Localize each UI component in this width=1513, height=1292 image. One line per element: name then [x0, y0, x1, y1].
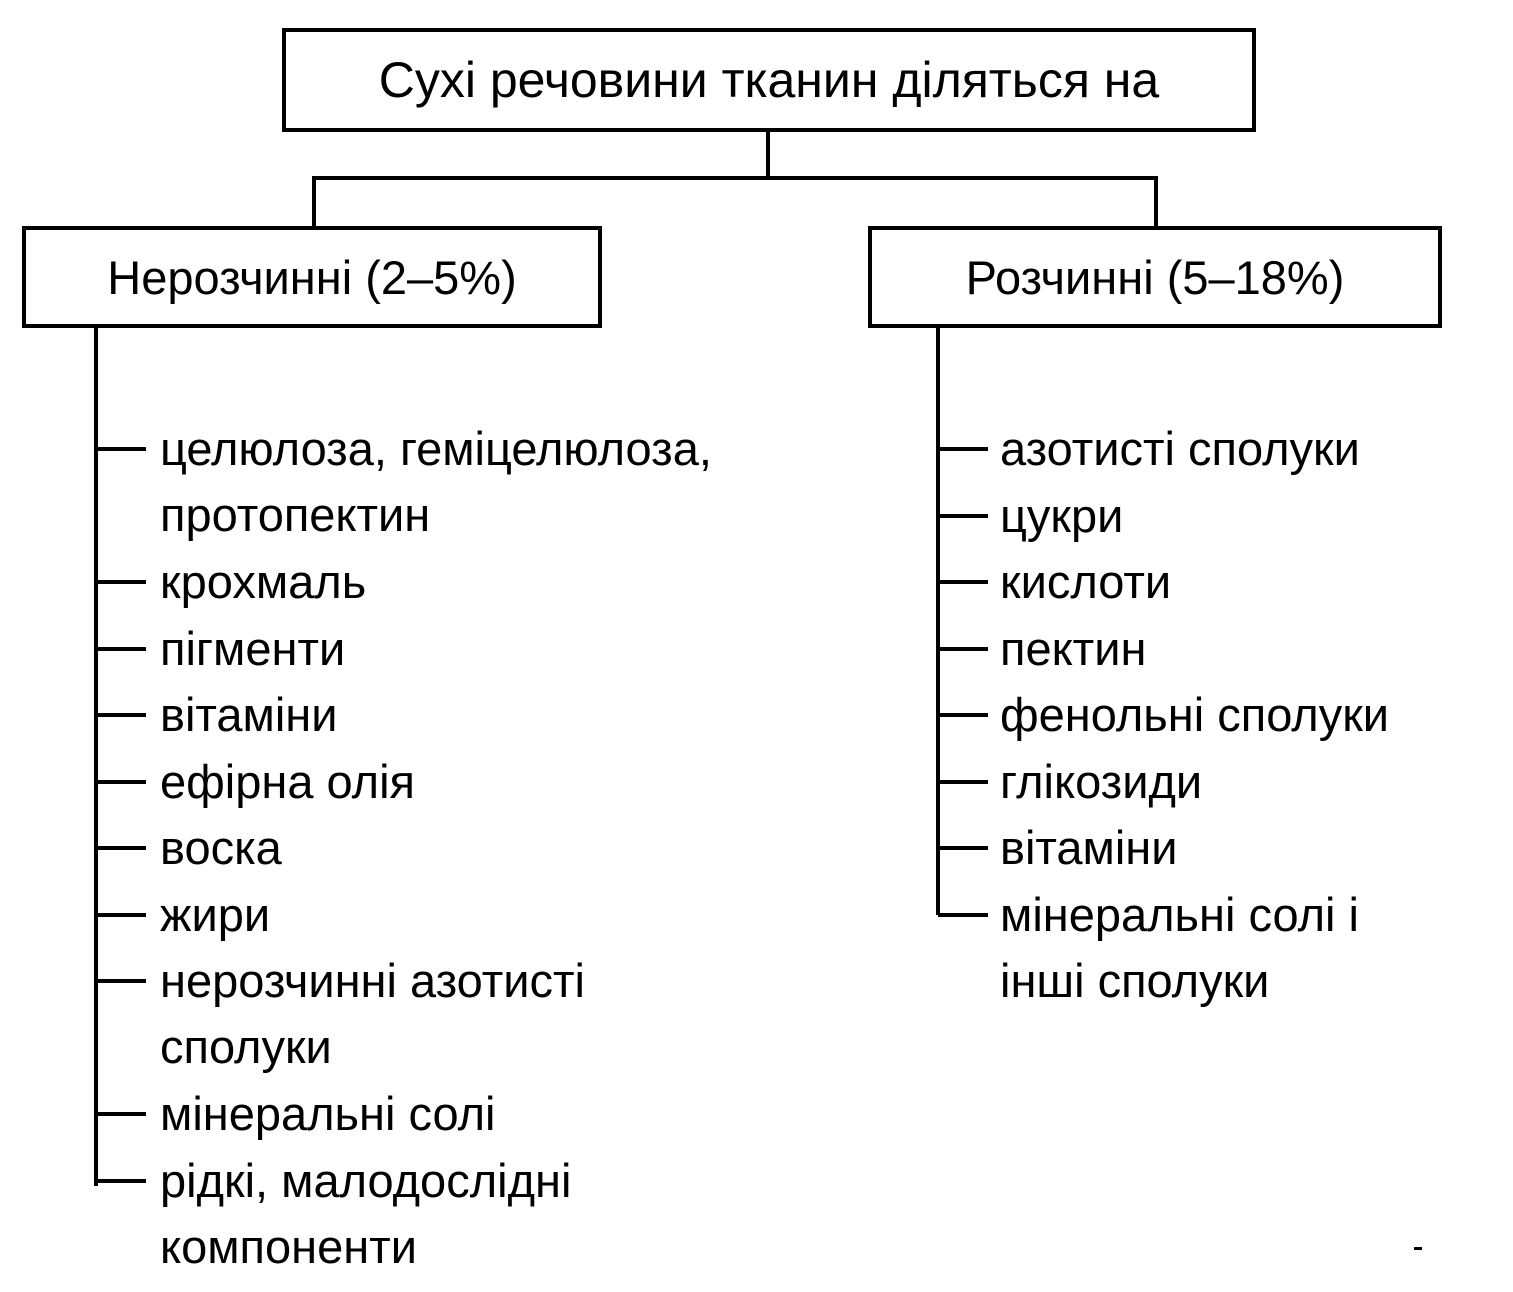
insoluble-list-item: [160, 749, 415, 815]
soluble-item-text: інші сполуки: [1000, 953, 1270, 1007]
insoluble-item-text: рідкі, малодослідні: [160, 1153, 572, 1207]
insoluble-item-text: нерозчинні азотисті: [160, 954, 585, 1007]
soluble-item-dash: [938, 913, 988, 917]
insoluble-item-dash: [96, 1112, 146, 1116]
soluble-item-text: пектин: [1000, 621, 1147, 675]
insoluble-list-item: [160, 616, 345, 682]
insoluble-item-text: протопектин: [160, 488, 431, 541]
insoluble-list-item: [160, 549, 366, 615]
soluble-item-text: азотисті сполуки: [1000, 422, 1360, 475]
insoluble-list-item: [160, 948, 585, 1080]
left-branch-connector: [312, 176, 316, 226]
soluble-list-item: [1000, 483, 1123, 549]
soluble-list-item: [1000, 549, 1171, 615]
soluble-item-text: кислоти: [1000, 555, 1172, 608]
insoluble-list-item: [160, 815, 282, 881]
soluble-item-text: фенольні сполуки: [1000, 688, 1390, 741]
soluble-item-dash: [938, 780, 988, 784]
scan-speck: [1414, 1247, 1422, 1250]
insoluble-list-item: [160, 1081, 496, 1147]
soluble-list-item: [1000, 749, 1202, 815]
insoluble-item-text: пігменти: [160, 621, 346, 675]
insoluble-item-text: жири: [160, 887, 271, 941]
soluble-item-text: глікозиди: [1000, 754, 1203, 808]
soluble-list-spine: [936, 328, 940, 915]
insoluble-item-dash: [96, 1179, 146, 1183]
insoluble-item-dash: [96, 846, 146, 850]
soluble-list-item: [1000, 616, 1146, 682]
soluble-item-dash: [938, 514, 988, 518]
soluble-item-dash: [938, 580, 988, 584]
insoluble-item-dash: [96, 647, 146, 651]
soluble-list-item: [1000, 416, 1360, 482]
insoluble-item-text: ефірна олія: [160, 754, 415, 808]
soluble-item-dash: [938, 447, 988, 451]
insoluble-list-item: [160, 882, 270, 948]
soluble-item-text: мінеральні солі і: [1000, 887, 1359, 941]
insoluble-item-dash: [96, 713, 146, 717]
soluble-item-dash: [938, 846, 988, 850]
branch-crossbar-connector: [312, 176, 1158, 180]
insoluble-list-item: [160, 416, 712, 548]
root-node: [282, 28, 1256, 132]
insoluble-list-spine: [94, 328, 98, 1186]
insoluble-list-item: [160, 682, 338, 748]
soluble-item-dash: [938, 713, 988, 717]
insoluble-item-text: вітаміни: [160, 688, 338, 741]
insoluble-node: [22, 226, 602, 328]
insoluble-item-dash: [96, 580, 146, 584]
insoluble-item-text: сполуки: [160, 1020, 332, 1073]
soluble-list-item: [1000, 882, 1359, 1014]
insoluble-item-text: компоненти: [160, 1219, 417, 1273]
soluble-list-item: [1000, 682, 1389, 748]
root-label: Сухі речовини тканин діляться на: [378, 52, 1160, 108]
soluble-item-text: вітаміни: [1000, 821, 1178, 874]
insoluble-item-dash: [96, 979, 146, 983]
insoluble-item-dash: [96, 447, 146, 451]
insoluble-item-dash: [96, 913, 146, 917]
insoluble-item-dash: [96, 780, 146, 784]
soluble-item-dash: [938, 647, 988, 651]
insoluble-item-text: крохмаль: [160, 555, 367, 608]
soluble-node: [868, 226, 1442, 328]
right-branch-connector: [1154, 176, 1158, 226]
root-stem-connector: [766, 132, 770, 178]
insoluble-list-item: [160, 1148, 571, 1280]
soluble-item-text: цукри: [1000, 488, 1124, 542]
insoluble-item-text: целюлоза, геміцелюлоза,: [160, 422, 712, 475]
soluble-title: Розчинні (5–18%): [965, 250, 1345, 304]
insoluble-title: Нерозчинні (2–5%): [107, 250, 517, 304]
insoluble-item-text: воска: [160, 821, 282, 874]
insoluble-item-text: мінеральні солі: [160, 1087, 496, 1140]
soluble-list-item: [1000, 815, 1178, 881]
